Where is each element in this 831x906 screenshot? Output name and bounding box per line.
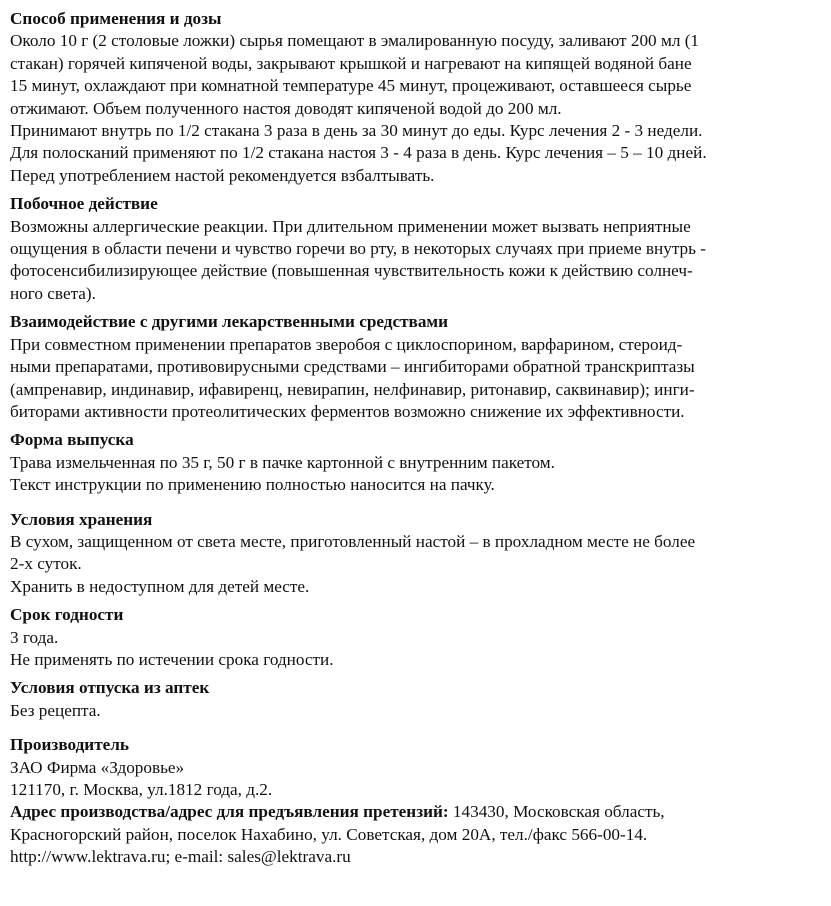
manufacturer-contacts: http://www.lektrava.ru; e-mail: sales@lektrava.ru bbox=[10, 847, 351, 867]
shelf-life-line: Не применять по истечении срока годности. bbox=[10, 649, 334, 669]
release-form-section bbox=[10, 429, 821, 496]
manufacturer-section bbox=[10, 734, 821, 868]
side-effects-line: ного света). bbox=[10, 283, 96, 303]
usage-line: Около 10 г (2 столовые ложки) сырья помещают в эмалированную посуду, заливают 200 мл (1 bbox=[10, 31, 700, 51]
storage-line: В сухом, защищенном от света месте, приготовленный настой – в прохладном месте не более bbox=[10, 531, 696, 551]
usage-heading: Способ применения и дозы bbox=[10, 9, 222, 28]
dispensing-section bbox=[10, 677, 821, 722]
release-form-line: Трава измельченная по 35 г, 50 г в пачке картонной с внутренним пакетом. bbox=[10, 452, 555, 472]
usage-line: отжимают. Объем полученного настоя доводят кипяченой водой до 200 мл. bbox=[10, 98, 562, 118]
claims-label: Адрес производства/адрес для предъявления претензий: bbox=[10, 802, 449, 822]
manufacturer-address: 121170, г. Москва, ул.1812 года, д.2. bbox=[10, 780, 273, 799]
claims-line2: Красногорский район, поселок Нахабино, ул. Советская, дом 20А, тел./факс 566-00-14. bbox=[10, 824, 648, 844]
usage-line: стакан) горячей кипяченой воды, закрывают крышкой и нагревают на кипящей водяной бане bbox=[10, 53, 692, 73]
storage-heading: Условия хранения bbox=[10, 509, 153, 529]
usage-line: Перед употреблением настой рекомендуется взбалтывать. bbox=[10, 165, 435, 185]
side-effects-heading: Побочное действие bbox=[10, 194, 158, 214]
side-effects-line: Возможны аллергические реакции. При длительном применении может вызвать неприятные bbox=[10, 216, 691, 236]
usage-line: 15 минут, охлаждают при комнатной температуре 45 минут, процеживают, оставшееся сырье bbox=[10, 76, 692, 96]
shelf-life-line: 3 года. bbox=[10, 627, 59, 647]
release-form-heading: Форма выпуска bbox=[10, 430, 134, 450]
claims-line1: 143430, Московская область, bbox=[448, 802, 665, 822]
usage-section bbox=[10, 8, 821, 187]
interactions-line: биторами активности протеолитических ферментов возможно снижение их эффективности. bbox=[10, 401, 685, 421]
shelf-life-section bbox=[10, 604, 821, 671]
usage-line: Принимают внутрь по 1/2 стакана 3 раза в день за 30 минут до еды. Курс лечения 2 - 3 недели. bbox=[10, 121, 703, 141]
dispensing-line: Без рецепта. bbox=[10, 700, 101, 720]
manufacturer-company: ЗАО Фирма «Здоровье» bbox=[10, 757, 185, 777]
side-effects-line: ощущения в области печени и чувство горечи во рту, в некоторых случаях при приеме внутрь - bbox=[10, 239, 706, 259]
claims-address bbox=[10, 801, 821, 823]
interactions-line: При совместном применении препаратов зверобоя с циклоспорином, варфарином, стероид- bbox=[10, 334, 683, 354]
release-form-line: Текст инструкции по применению полностью наносится на пачку. bbox=[10, 475, 495, 495]
manufacturer-heading: Производитель bbox=[10, 735, 129, 755]
usage-line: Для полосканий применяют по 1/2 стакана настоя 3 - 4 раза в день. Курс лечения – 5 – 10 дней. bbox=[10, 143, 707, 163]
storage-section bbox=[10, 509, 821, 599]
shelf-life-heading: Срок годности bbox=[10, 605, 124, 625]
side-effects-line: фотосенсибилизирующее действие (повышенная чувствительность кожи к действию солнеч- bbox=[10, 261, 693, 281]
interactions-heading: Взаимодействие с другими лекарственными средствами bbox=[10, 312, 449, 332]
interactions-line: ными препаратами, противовирусными средствами – ингибиторами обратной транскриптазы bbox=[10, 357, 695, 377]
interactions-section bbox=[10, 311, 821, 423]
storage-line: 2-х суток. bbox=[10, 554, 82, 574]
dispensing-heading: Условия отпуска из аптек bbox=[10, 678, 210, 698]
interactions-line: (ампренавир, индинавир, ифавиренц, невирапин, нелфинавир, ритонавир, саквинавир); инги- bbox=[10, 379, 695, 399]
side-effects-section bbox=[10, 193, 821, 305]
storage-line: Хранить в недоступном для детей месте. bbox=[10, 576, 310, 596]
